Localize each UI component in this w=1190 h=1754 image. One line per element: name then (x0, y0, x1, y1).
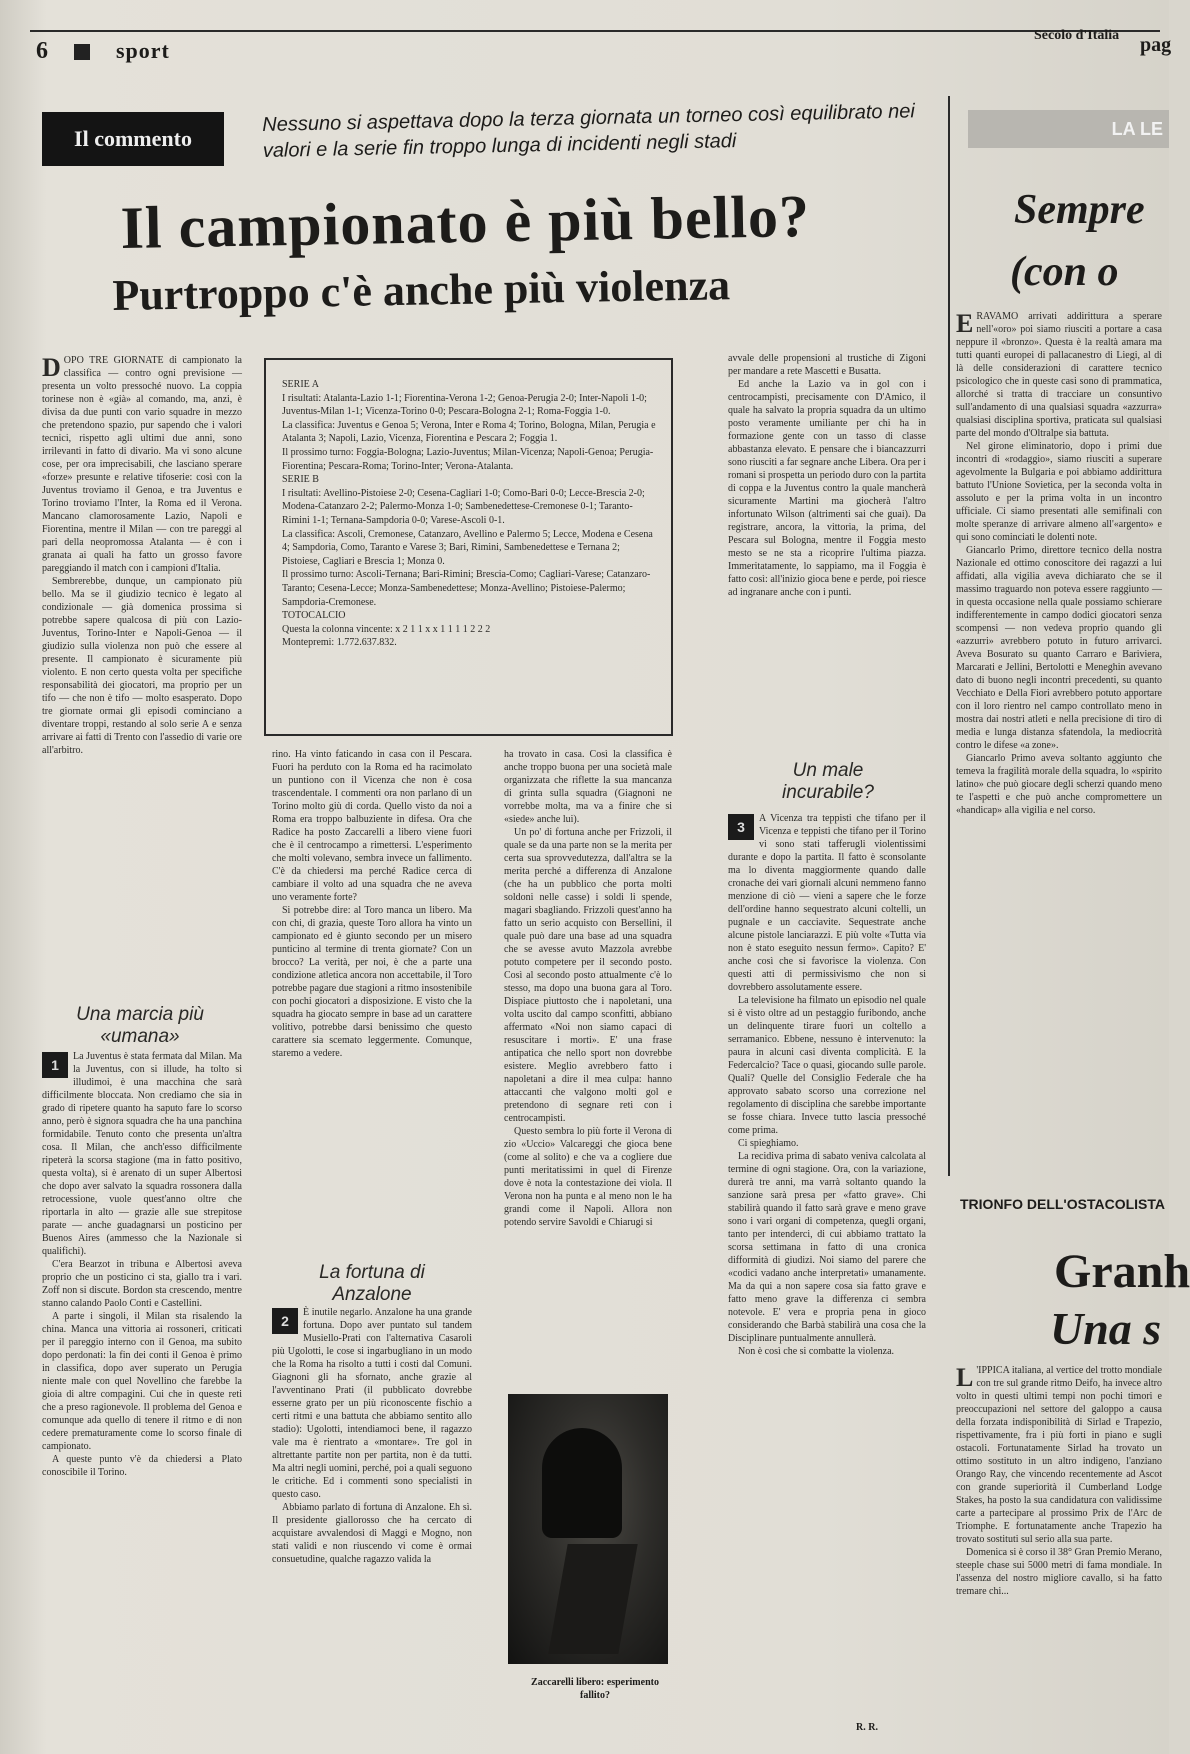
totocalcio-colonna: Questa la colonna vincente: x 2 1 1 x x 1 1 1 1 2 2 2 (282, 623, 491, 635)
photo-player-figure (542, 1428, 622, 1538)
photo-zaccarelli (508, 1394, 668, 1664)
column-3-text-2: Un po' di fortuna anche per Frizzoli, il quale se da una parte non se la merita per certa sua sprovvedutezza, dall'altra se la merita perché a differenza di Anzalone (che ha un pubblico che porta molti soldoni nelle casse) i soldi li spende, magari sbagliando. Frizzoli quest'anno ha fatto un serio acquisto con Bersellini, il quale può dare una base ad una squadra che se avesse avuto Mazzola avrebbe potuto competere per il secondo posto. Così al secondo posto attualmente c'è lo stesso, ma dopo una buona gara al Toro. Dispiace piuttosto che i napoletani, una volta uscito dal campo sconfitti, abbiano affermato «Noi non siamo capaci di resuscitare i morti». E' una frase antipatica che nello sport non dovrebbe esistere. Meglio avrebbero fatto i napoletani a dire il mea culpa: hanno attaccanti che valgono molti gol e pretendono di segnare reti con i centrocampisti. (504, 827, 672, 1124)
serie-b-prossimo: Il prossimo turno: Ascoli-Ternana; Bari-Rimini; Brescia-Como; Cagliari-Varese; Catanzaro-Taranto; Cesena-Lecce; Monza-Sambenedettese; Monza-Avellino; Pistoiese-Palermo; Sampdoria-Cremonese. (282, 569, 651, 608)
section-3-text: A Vicenza tra teppisti che tifano per il Vicenza e teppisti che tifano per il Torino vi sono stati tafferugli violentissimi durante e dopo la partita. Il fatto è sconsolante ma lo diventa maggiormente quando dalle cronache dei vari giornali alcuni nemmeno fanno menzione di ciò — vieni a sapere che le forze dell'ordine hanno sequestrato alcuni coltelli, un pugnale e un cacciavite. Sequestrate anche alcune pistole lanciarazzi. E più volte «Tutta via non è stato eseguito nessun fermo». Capito? E' anche così che si favorisce la violenza. Con questi atti di permissivismo che non si dovrebbero assolutamente essere. (728, 813, 926, 993)
sidebar-title-1: Sempre (1014, 187, 1145, 233)
kicker: Nessuno si aspettava dopo la terza giornata un torneo così equilibrato nei valori e la serie fin troppo lunga di incidenti negli stadi (262, 100, 916, 162)
results-box-text (282, 378, 658, 718)
column-3-text-3: Questo sembra lo più forte il Verona di zio «Uccio» Valcareggi che gioca bene (come al solito) e che va a cogliere due punti meritatissimi in quel di Firenze dove è nota la contestazione dei viola. Il Verona non ha punta e al meno non le ha grandi come il Napoli. Allora non potendo servire Savoldi e Chiarugi si (504, 1126, 672, 1228)
subheadline: Purtroppo c'è anche più violenza (112, 260, 731, 320)
sidebar-headline-3: Una s (1050, 1303, 1162, 1354)
section-number-2: 2 (272, 1308, 298, 1334)
section-3-text-4: La recidiva prima di sabato veniva calcolata al termine di ogni stagione. Ora, con la variazione, durerà tre anni, ma varrà soltanto quando la sanzione sarà presa per «fatto grave». Chi stabilirà quando il fatto sarà grave e meno grave sono i vari organi di competenza, quegli organi, tanto per intenderci, di cui abbiamo trattato la scorsa settimana in fatto di una cronica difformità di giudizi. Noi siamo del parere che «codici vadano anche interpretati» umanamente. Ma da qui a non sapere cosa sia fatto grave e fatto meno grave la differenza ci sembra notevole. E' vera e propria pena in gioco considerando che Barbà stabilirà una cosa che la Disciplinare puntualmente annullerà. (728, 1151, 926, 1344)
signature: R. R. (856, 1722, 878, 1733)
serie-b-title: SERIE B (282, 474, 319, 486)
sidebar-title-2: (con o (1010, 249, 1119, 295)
section-3-text-5: Non è così che si combatte la violenza. (738, 1346, 895, 1357)
sidebar-bottom-text-2: Domenica si è corso il 38° Gran Premio Merano, steeple chase sui 5000 metri di fama mondiale. In l'assenza del nostro migliore cavallo, si ha fatto tremare chi... (956, 1547, 1162, 1597)
sidebar-dropcap: E (956, 309, 974, 338)
section-2-text-2: Abbiamo parlato di fortuna di Anzalone. Eh sì. Il presidente giallorosso che ha cercato di acquistare avvalendosi di Maggi e Mogno, non stati validi e non riuscendo vi come è ormai consuetudine, qualche ragazzo valida la (272, 1502, 472, 1565)
sidebar-trionfo-kicker: TRIONFO DELL'OSTACOLISTA (960, 1196, 1166, 1212)
headline: Il campionato è più bello? (120, 182, 811, 261)
photo-player-legs (548, 1544, 637, 1654)
dropcap: D (42, 353, 61, 382)
sidebar-headline-2: Granh (1054, 1245, 1190, 1298)
results-box (264, 358, 673, 736)
sidebar-text-2: Nel girone eliminatorio, dopo i primi due incontri di «rodaggio», siamo riusciti a superare agevolmente la Bulgaria e poi abbiamo addirittura battuto l'Unione Sovietica, per la seconda volta in assoluto e per la prima volta in un incontro ufficiale. Ci siamo presentati alle semifinali con molte speranze di arrivare almeno all'«argento» e qui sono cominciati le dolenti note. (956, 441, 1162, 543)
column-3 (504, 748, 672, 1388)
column-3-text: ha trovato in casa. Così la classifica è anche troppo buona per una società male organizzata che riflette la sua mancanza di grinta sulla squadra (Giagnoni ne vorrebbe molta, ma va a finire che si «siede» anche lui). (504, 749, 672, 825)
square-bullet-icon (74, 44, 90, 60)
sidebar-bottom-text (956, 1364, 1162, 1748)
column-4-section-3 (728, 812, 926, 1716)
column-4-top-text: avvale delle propensioni al trustiche di Zigoni per mandare a rete Mascetti e Busatta. (728, 353, 926, 377)
column-4-text: Ed anche la Lazio va in gol con i centrocampisti, precisamente con D'Amico, il quale ha salvato la propria squadra da un ultimo posto veramente umiliante per chi ha in formazione gente con un tasso di classe abbastanza elevato. E pensare che i biancazzurri sono riusciti a far segnare anche Libera. Ora per i romani si prospetta un periodo duro con la partita di coppa e la Juventus contro la quale mancherà sicuramente Martini ma giocherà l'altro infortunato Wilson (altrimenti sai che guai). Da registrare, ancora, la vittoria, la prima, del Pescara sul Bologna, mentre il Foggia mesto mesto se ne sta a ricoprire l'ultima piazza. Immeritatamente, lo sappiamo, ma il Foggia è fatto così: all'inizio gioca bene e perde, poi riesce ad ingranare anche con i punti. (728, 379, 926, 598)
sidebar-text-1: RAVAMO arrivati addirittura a sperare nell'«oro» poi siamo riusciti a portare a casa neppure il «bronzo». Questa è la realtà amara ma tutti quanti europei di pallacanestro di Liegi, al di là delle considerazioni di carattere tecnico psicologico che in queste casi sono di prammatica, allorché si tratta di tracciare un consuntivo sull'andamento di una qualsiasi squadra «azzurra» qualsiasi disciplina sportiva, praticata sul qualsiasi parte del mondo d'Oltralpe sia battuta. (956, 311, 1162, 439)
commento-label: Il commento (42, 112, 224, 166)
section-1-text-2: C'era Bearzot in tribuna e Albertosi aveva proprio che un posticino ci sta, giallo tra i vari. Zoff non si discute. Bordon sta crescendo, mentre stanno calando Paolo Conti e Castellini. (42, 1259, 242, 1309)
totocalcio-montepremi: Montepremi: 1.772.637.832. (282, 637, 397, 649)
totocalcio-title: TOTOCALCIO (282, 610, 346, 622)
section-1-text: La Juventus è stata fermata dal Milan. Ma la Juventus, con si illude, ha tolto si illudimoi, è una macchina che sarà difficilmente bloccata. Non crediamo che sia in grado di ripetere quanto ha saputo fare lo scorso anno, però è signora squadra che ha una panchina formidabile. Tenuto conto che presenta un'altra cosa. Il Milan, che anch'esso difficilmente ripeterà la scorsa stagione (ma in fatto positivo, questa volta), si è arenato di un super Albertosi che dopo aver salvato la squadra rossonera dalla retrocessione, vuole quest'anno oltre che riportarla in alto — grazie alle sue strepitose parate — anche guadagnarsi un posticino per Buenos Aires (ammesso che la Nazionale si qualifichi). (42, 1051, 242, 1257)
column-1 (42, 354, 242, 994)
column-2 (272, 748, 472, 1248)
serie-a-prossimo: Il prossimo turno: Foggia-Bologna; Lazio-Juventus; Milan-Vicenza; Napoli-Genoa; Perugia-Fiorentina; Pescara-Roma; Torino-Inter; Verona-Atalanta. (282, 446, 654, 472)
sidebar-title-clip (950, 176, 1169, 316)
column-2-section-2 (272, 1306, 472, 1746)
serie-a-classifica: La classifica: Juventus e Genoa 5; Verona, Inter e Roma 4; Torino, Bologna, Milan, Perugia e Atalanta 3; Napoli, Lazio, Vicenza, Fiorentina e Pescara 2; Foggia 1. (282, 419, 656, 445)
section-3-text-2: La televisione ha filmato un episodio nel quale si è visto oltre ad un pestaggio furibondo, anche un delinquente tirare fuori un coltello a serramanico. Ebbene, nessuno è intervenuto: la paura in alcuni casi diventa complicità. E la Federcalcio? Tace o quasi, giocando sulle parole. Quali? Quelle del Consiglio Federale che ha approvato sabato scorso una correzione nel regolamento di disciplina che sarebbe importante se fosse chiara. Invece tutto lascia pressoché come prima. (728, 995, 926, 1136)
subhead-la-fortuna: La fortuna di Anzalone (319, 1262, 425, 1305)
sidebar-text (956, 310, 1162, 1168)
page-ref: pag (1140, 34, 1172, 56)
serie-b-classifica: La classifica: Ascoli, Cremonese, Catanzaro, Avellino e Palermo 5; Lecce, Modena e Cesena 4; Sampdoria, Como, Taranto e Varese 3; Bari, Rimini, Sambenedettese e Ternana 2; Pistoiese, Cagliari e Brescia 1; Monza 0. (282, 528, 653, 567)
section-number-1: 1 (42, 1052, 68, 1078)
section-2-text: È inutile negarlo. Anzalone ha una grande fortuna. Dopo aver puntato sul tandem Musiello-Prati con l'alternativa Casaroli più Ugolotti, le cose si ingarbugliano in un modo che la Roma ha risolto a tutti i costi dal Comuni. Giagnoni gli ha sfornato, anche grazie al l'avventinano Prati (il pubblicato dovrebbe esserne grato per un più riconoscente fischio a certi ritmi e una battuta che abbiamo sentito allo stadio): Ugolotti, intendiamoci bene, il ragazzo vale ma è rientrato a «montare». Tre gol in altrettante partite non per partita, non è da tutti. Ma altri negli uomini, perché, poi a quali seguono le critiche. Ed i commenti sono specialisti in questo caso. (272, 1307, 472, 1500)
sidebar-banner: LA LE (968, 110, 1169, 148)
page-number: 6 (36, 38, 48, 64)
serie-a-risultati: I risultati: Atalanta-Lazio 1-1; Fiorentina-Verona 1-2; Genoa-Perugia 2-0; Inter-Napoli 1-0; Juventus-Milan 1-1; Vicenza-Torino 0-0; Pescara-Bologna 2-1; Roma-Foggia 1-0. (282, 392, 647, 418)
column-2-text-2: Si potrebbe dire: al Toro manca un libero. Ma con chi, di grazia, queste Toro allora ha vinto un campionato ed è giunto secondo per un misero punticino al termine di trenta giornate? Con un brocco? La verità, per noi, è che a parte una condizione atletica ancora non accettabile, il Toro potrebbe pagare due stagioni a ritmo insostenibile con pochi giocatori a disposizione. E visto che la squadra ha giocato sempre in base ad un carattere volitivo, potrebbe darsi benissimo che questo carattere sia scemato leggermente. Comunque, staremo a vedere. (272, 905, 472, 1059)
column-2-text: rino. Ha vinto faticando in casa con il Pescara. Fuori ha perduto con la Roma ed ha racimolato un puntiono con il Vicenza che non è cosa trascendentale. I commenti ora non parlano di un Torino molto giù di corda. Quello visto da noi a Roma era troppo balbuziente in difesa. Ora che Radice ha posto Zaccarelli a libero viene fuori che è il centrocampo a rimettersi. L'esperimento che molti volevano, sembra invece un fallimento. C'è da chiedersi ma perché Radice cerca di cambiare il volto ad una squadra che ne aveva uno veramente forte? (272, 749, 472, 903)
sidebar-text-4: Giancarlo Primo aveva soltanto aggiunto che temeva la fragilità morale della squadra, lo «spirito latino» che può giocare degli scherzi quando meno te l'aspetti e che può anche compromettere un «handicap» alla vigilia e nel corso. (956, 753, 1162, 816)
section-number-3: 3 (728, 814, 754, 840)
sidebar-bottom-text-1: 'IPPICA italiana, al vertice del trotto mondiale con tre sul grande ritmo Deifo, ha invece altro volto in questi ultimi tempi non pochi timori e preoccupazioni nel settore del galoppo a causa della forzata indisponibilità di Sirlad e Trapezio, rispettivamente, fra i più forti in piano e sugli ostacoli. Fortunatamente Sirlad ha trovato un ottimo sostituto in un altro indigeno, l'anziano Orango Ray, che vincendo recentemente ad Ascot con grande superiorità il Cumberland Lodge Stakes, ha posto la sua candidatura con validissime carte a partecipare al prossimo Prix de l'Arc de Triomphe. E fortunatamente anche Trapezio ha trovato sostituti sul serio alla sua parte. (956, 1365, 1162, 1545)
lead-paragraph-2: Sembrerebbe, dunque, un campionato più bello. Ma se il giudizio tecnico è legato al condizionale — già domenica prossima si potrebbe sapere qualcosa di più con Lazio-Juventus, Torino-Inter e Napoli-Genoa — il giudizio sulla violenza non può che essere al presente. Il campionato è sicuramente più violento. E non certo questa volta per specifiche responsabilità dei giocatori, ma proprio per un tifo — che non è tifo — molto esasperato. Dopo tre giornate ormai gli episodi cominciano a diventare troppi, restando al solo serie A e senza arrivare ai fatti di Trento con l'assedio di varie ore all'arbitro. (42, 576, 242, 756)
newspaper-name: Secolo d'Italia (1034, 28, 1120, 43)
header-rule (30, 30, 1160, 32)
photo-caption: Zaccarelli libero: esperimento fallito? (531, 1677, 659, 1701)
serie-a-title: SERIE A (282, 379, 319, 390)
subhead-una-marcia: Una marcia più «umana» (76, 1004, 204, 1047)
column-4-top (728, 352, 926, 754)
subhead-un-male: Un male incurabile? (782, 760, 874, 803)
serie-b-risultati: I risultati: Avellino-Pistoiese 2-0; Cesena-Cagliari 1-0; Como-Bari 0-0; Lecce-Brescia 2-0; Modena-Catanzaro 2-2; Palermo-Monza 1-0; Sambenedettese-Cremonese 0-1; Taranto-Rimini 1-1; Ternana-Sampdoria 0-0; Varese-Ascoli 0-1. (282, 487, 645, 526)
sidebar-text-3: Giancarlo Primo, direttore tecnico della nostra Nazionale ed ottimo conoscitore dei ragazzi a lui affidati, alla vigilia aveva dichiarato che se il massimo traguardo non poteva essere raggiunto — in questa occasione nella quale possiamo schierare indifferentemente in campo dodici giocatori senza scompensi — non vedeva proprio quando gli «azzurri» avrebbero potuto in futuro arrivarci. Aveva Bosurato su quanto Carraro e Bariviera, Marcarati e Jellini, Bertolotti e Meneghin avevano dato di buono negli incontri precedenti, su quanto Vecchiato e Della Fiori avrebbero potuto apportare con il loro rientro nel campo controllato meno in mostra dai nostri atleti e nella precisione di tiro di media e lunga distanza sfatendola, la mediocrità contro le difese «a zone». (956, 545, 1162, 751)
section-label: sport (116, 38, 170, 63)
sidebar-bottom-dropcap: L (956, 1363, 974, 1392)
section-1-text-3: A parte i singoli, il Milan sta risalendo la china. Manca una vittoria ai rossoneri, criticati per il pareggio interno con il Genoa, ma subito dopo perdonati: la fin dei conti il Genoa è primo in classifica, dopo aver superato un Perugia niente male con quel Novellino che farebbe la gioia di altre compagini. Cui che in queste reti che a preso ragionevole. Il problema del Genoa e comunque ada quello di tenere il ritmo e di non cedere prematuramente come lo scorso finale di campionato. (42, 1311, 242, 1452)
column-1-section-1 (42, 1050, 242, 1740)
section-3-text-3: Ci spieghiamo. (738, 1138, 799, 1149)
lead-paragraph: OPO TRE GIORNATE di campionato la classifica — contro ogni previsione — presenta un volto pressoché nuovo. La coppia torinese non è «già» al comando, ma, anzi, è divisa da due punti con vario squadre in mezzo che pretendono spazio, pur sapendo che i valori tecnici, rispetto agli ultimi due anni, sono irrilevanti in fatto di divario. Ma vi sono alcune cose, per ora imprecisabili, che lasciano sperare «forze» presunte e relative tifoserie: così con la Juventus troviamo il Genoa, e tra Juventus e Torino troviamo l'Inter, la Roma ed il Verona. Mancano clamorosamente Lazio, Napoli e Fiorentina, mentre il Milan — con tre pareggi al pari della neopromossa Atalanta — è con i granata ai quali ha fatto un grosso favore pareggiando il match con i campioni d'Italia. (42, 355, 242, 574)
section-1-text-4: A queste punto v'è da chiedersi a Plato conoscibile il Torino. (42, 1454, 242, 1478)
